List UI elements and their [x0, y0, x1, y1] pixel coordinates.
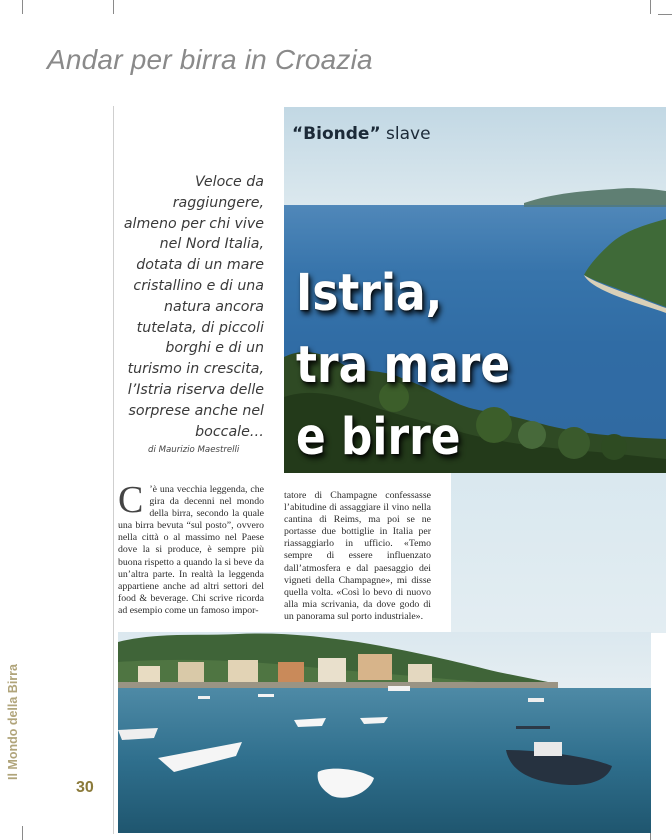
crop-mark — [22, 826, 23, 840]
kicker — [292, 124, 431, 144]
byline: di Maurizio Maestrelli — [148, 445, 240, 455]
headline-line-3: e birre — [296, 408, 461, 467]
crop-mark — [650, 0, 651, 14]
body-column-2: tatore di Champagne confessasse l’abitudine di assaggiare il vino nella cantina di Reims, ma poi se ne portasse due bottiglie in Italia per riassaggiarlo in ufficio. «Temo sempre di essere influenzato dall’atmosfera e dal paesaggio dei vigneti della Champagne», mi disse quella volta. «Così lo bevo di nuovo alla mia scrivania, da dove godo di un panorama sul porto industriale». — [284, 490, 431, 622]
kicker-bold: “Bionde” — [292, 124, 381, 144]
section-title: Andar per birra in Croazia — [47, 44, 373, 75]
standfirst: Veloce da raggiungere, almeno per chi vive nel Nord Italia, dotata di un mare cristallino e di una natura ancora tutelata, di piccoli borghi e di un turismo in crescita, l’Istria riserva delle sorprese anche nel boccale… — [123, 174, 264, 440]
headline-line-2: tra mare — [296, 336, 511, 395]
magazine-name — [6, 664, 20, 780]
harbour-photo — [118, 632, 651, 833]
crop-mark — [113, 0, 114, 14]
headline-line-1: Istria, — [296, 264, 443, 323]
body-column-1 — [118, 479, 264, 617]
page-number: 30 — [76, 779, 94, 796]
column-rule — [113, 106, 114, 834]
magazine-name-text: Il Mondo della Birra — [6, 664, 20, 780]
kicker-rest: slave — [380, 124, 431, 144]
drop-cap: C — [118, 479, 144, 521]
body-text-1: ’è una vecchia leggenda, che gira da decenni nel mondo della birra, secondo la quale una birra bevuta “sul posto”, ovvero nella città o al massimo nel Paese dove la si produce, è sempre più buona rispetto a quando la si beve da un’altra parte. In realtà la leggenda appartiene anche ad altri settori del food & beverage. Chi scrive ricorda ad esempio come un famoso impor- — [118, 484, 264, 616]
sky-area — [451, 473, 666, 633]
harbour-illustration — [118, 632, 651, 833]
crop-mark — [22, 0, 23, 14]
crop-mark — [658, 14, 672, 15]
headline — [296, 258, 510, 474]
